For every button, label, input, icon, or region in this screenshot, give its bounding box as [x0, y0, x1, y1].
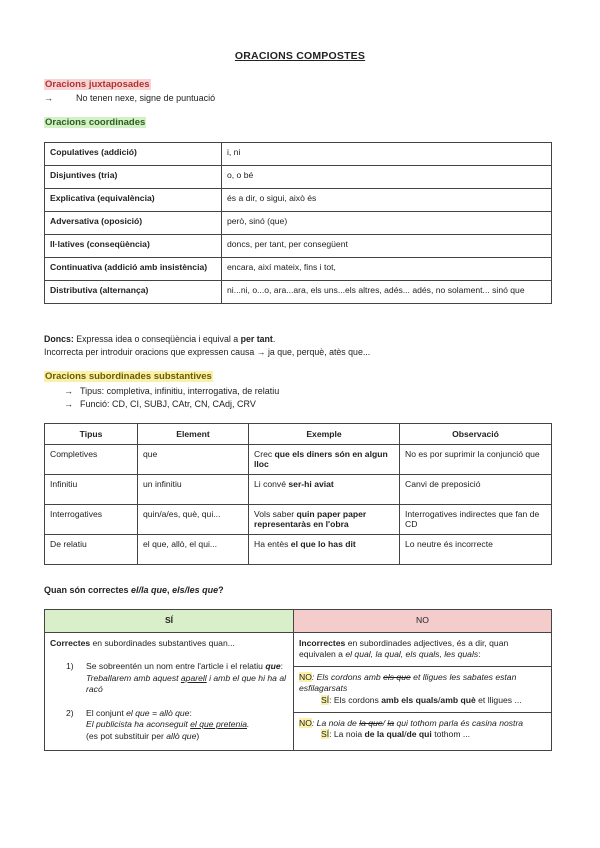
si-header: SÍ — [45, 610, 294, 633]
subst-tipus: De relatiu — [45, 535, 138, 565]
juxtaposades-bullet: → No tenen nexe, signe de puntuació — [44, 93, 216, 103]
doncs-note: Doncs: Expressa idea o conseqüència i equival a per tant. Incorrecta per introduir oracions que expressen causa → ja que, perquè, atès que... — [44, 334, 371, 357]
subst-observacio: Interrogatives indirectes que fan de CD — [400, 505, 552, 535]
coordinades-table — [44, 142, 552, 304]
coordinada-type: Copulatives (addició) — [45, 143, 222, 166]
substantives-bullets — [64, 385, 279, 411]
substantive-row — [45, 505, 552, 535]
no-example-1: NO: Els cordons amb els que et lligues les sabates estan esfilagarsats SÍ: Els cordons amb els quals/amb què et lligues ... — [294, 666, 552, 712]
subst-exemple: Crec que els diners són en algun lloc — [249, 445, 400, 475]
question-heading: Quan són correctes el/la que, els/les que? — [44, 585, 224, 595]
coordinada-nexes: encara, així mateix, fins i tot, — [222, 258, 552, 281]
coordinades-row — [45, 258, 552, 281]
subst-tipus: Completives — [45, 445, 138, 475]
substantives-table — [44, 423, 552, 565]
coordinada-type: Il·latives (conseqüència) — [45, 235, 222, 258]
coordinades-row — [45, 235, 552, 258]
coordinada-nexes: és a dir, o sigui, això és — [222, 189, 552, 212]
si-cell — [45, 632, 294, 751]
subst-element: que — [138, 445, 249, 475]
no-example-2: NO: La noia de la que/ la qui tothom parla és casina nostra SÍ: La noia de la qual/de qui tothom ... — [294, 712, 552, 750]
arrow-icon: → — [44, 93, 53, 103]
col-exemple: Exemple — [249, 424, 400, 445]
coordinada-nexes: doncs, per tant, per consegüent — [222, 235, 552, 258]
coordinades-row — [45, 166, 552, 189]
subst-observacio: Canvi de preposició — [400, 475, 552, 505]
page-title: ORACIONS COMPOSTES — [234, 50, 366, 62]
subst-tipus: Interrogatives — [45, 505, 138, 535]
col-tipus: Tipus — [45, 424, 138, 445]
juxtaposades-heading: Oracions juxtaposades — [45, 79, 150, 90]
coordinada-type: Adversativa (oposició) — [45, 212, 222, 235]
coordinada-type: Continuativa (addició amb insistència) — [45, 258, 222, 281]
coordinada-type: Distributiva (alternança) — [45, 281, 222, 304]
coordinades-row — [45, 143, 552, 166]
coordinada-nexes: ni...ni, o...o, ara...ara, els uns...els altres, adés... adés, no solament... sinó que — [222, 281, 552, 304]
si-no-table — [44, 609, 552, 751]
substantives-heading: Oracions subordinades substantives — [45, 371, 212, 382]
subst-element: un infinitiu — [138, 475, 249, 505]
coordinada-type: Explicativa (equivalència) — [45, 189, 222, 212]
substantive-row — [45, 475, 552, 505]
no-intro-cell: Incorrectes en subordinades adjectives, és a dir, quan equivalen a el qual, la qual, els quals, les quals: — [294, 632, 552, 666]
arrow-icon: → — [64, 399, 73, 409]
bullet-tipus: → Tipus: completiva, infinitiu, interrogativa, de relatiu — [64, 386, 280, 396]
coordinada-nexes: i, ni — [222, 143, 552, 166]
coordinades-heading: Oracions coordinades — [45, 117, 146, 128]
bullet-funcio: → Funció: CD, CI, SUBJ, CAtr, CN, CAdj, CRV — [64, 399, 256, 409]
subst-element: quin/a/es, què, qui... — [138, 505, 249, 535]
subst-element: el que, allò, el qui... — [138, 535, 249, 565]
coordinada-type: Disjuntives (tria) — [45, 166, 222, 189]
coordinades-row — [45, 281, 552, 304]
substantive-row — [45, 445, 552, 475]
coordinada-nexes: però, sinó (que) — [222, 212, 552, 235]
subst-observacio: No es por suprimir la conjunció que — [400, 445, 552, 475]
subst-observacio: Lo neutre és incorrecte — [400, 535, 552, 565]
coordinades-row — [45, 212, 552, 235]
si-intro: Correctes en subordinades substantives quan... — [50, 637, 235, 648]
col-element: Element — [138, 424, 249, 445]
si-item-2: 2) El conjunt el que = allò que: El publicista ha aconseguit el que pretenia. (es pot substituir per allò que) — [66, 707, 250, 741]
substantive-row — [45, 535, 552, 565]
coordinada-nexes: o, o bé — [222, 166, 552, 189]
coordinades-row — [45, 189, 552, 212]
subst-exemple: Li convé ser-hi aviat — [249, 475, 400, 505]
subst-tipus: Infinitiu — [45, 475, 138, 505]
col-observacio: Observació — [400, 424, 552, 445]
si-item-1: 1) Se sobreentén un nom entre l'article i el relatiu que: Treballarem amb aquest aparell i amb el que hi ha al racó — [66, 661, 287, 694]
arrow-icon: → — [64, 386, 73, 396]
subst-exemple: Ha entès el que lo has dit — [249, 535, 400, 565]
no-header: NO — [294, 610, 552, 633]
subst-exemple: Vols saber quin paper paper representaràs en l'obra — [249, 505, 400, 535]
